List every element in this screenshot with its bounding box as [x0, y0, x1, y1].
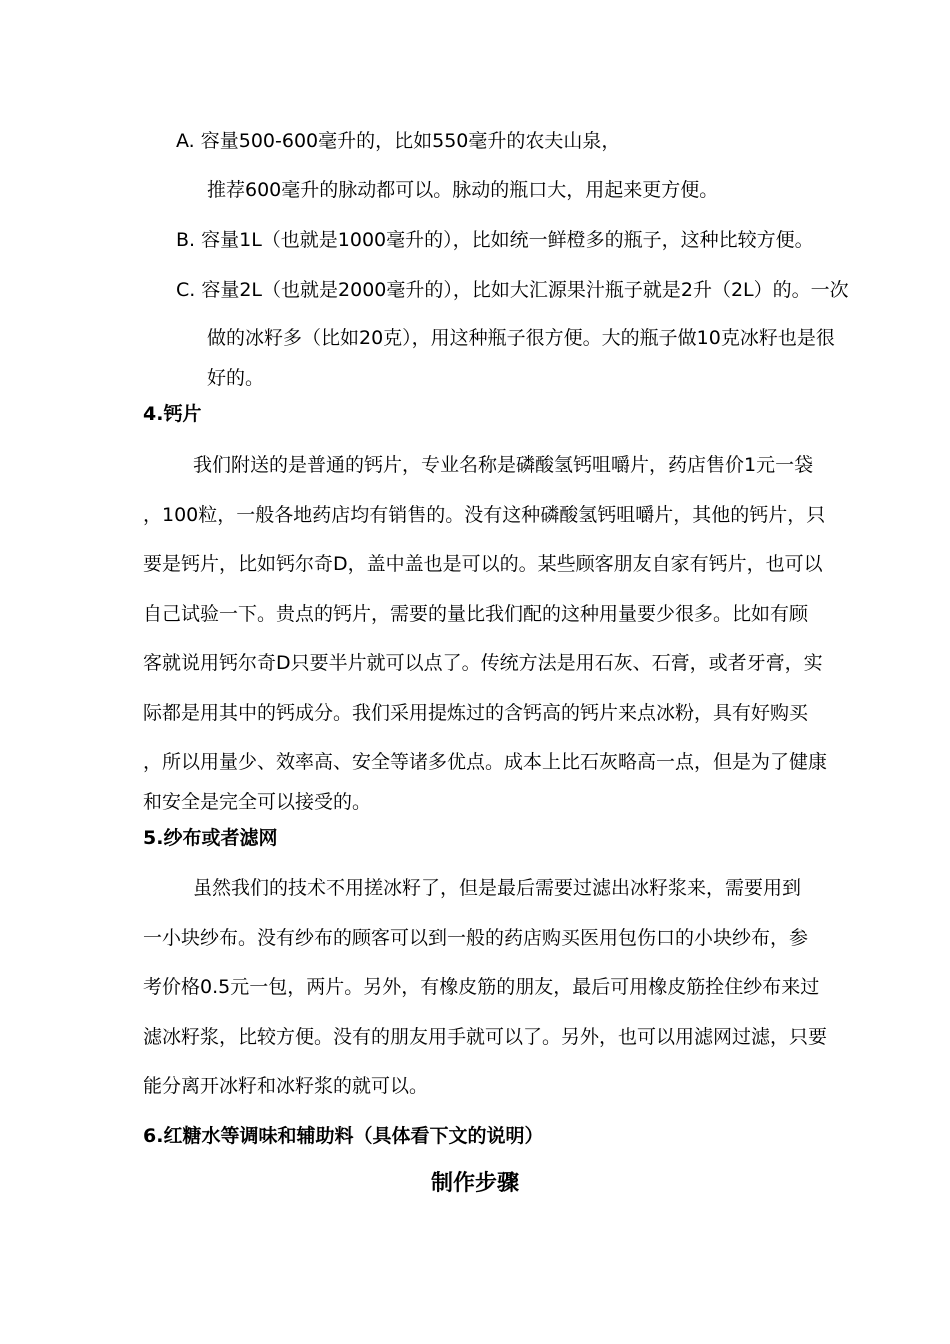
- paragraph-line: 要是钙片，比如钙尔奇D，盖中盖也是可以的。某些顾客朋友自家有钙片，也可以: [143, 553, 823, 575]
- paragraph-line: 考价格0.5元一包，两片。另外，有橡皮筋的朋友，最后可用橡皮筋拴住纱布来过: [143, 976, 820, 998]
- paragraph-line: 滤冰籽浆，比较方便。没有的朋友用手就可以了。另外，也可以用滤网过滤，只要: [143, 1026, 828, 1048]
- paragraph-line: 自己试验一下。贵点的钙片，需要的量比我们配的这种用量要少很多。比如有顾: [143, 603, 809, 625]
- paragraph-line: 能分离开冰籽和冰籽浆的就可以。: [143, 1075, 429, 1097]
- list-item-a-line-2: 推荐600毫升的脉动都可以。脉动的瓶口大，用起来更方便。: [207, 179, 719, 201]
- section-heading-seasoning: 6.红糖水等调味和辅助料（具体看下文的说明）: [143, 1125, 544, 1147]
- list-item-b-line-1: B. 容量1L（也就是1000毫升的），比如统一鲜橙多的瓶子，这种比较方便。: [176, 229, 814, 251]
- list-item-c-line-2: 做的冰籽多（比如20克），用这种瓶子很方便。大的瓶子做10克冰籽也是很: [207, 327, 835, 349]
- steps-title: 制作步骤: [430, 1171, 519, 1196]
- section-heading-gauze: 5.纱布或者滤网: [143, 827, 278, 849]
- paragraph-line: 客就说用钙尔奇D只要半片就可以点了。传统方法是用石灰、石膏，或者牙膏，实: [143, 652, 823, 674]
- paragraph-line: ，所以用量少、效率高、安全等诸多优点。成本上比石灰略高一点，但是为了健康: [143, 751, 828, 773]
- list-item-c-line-1: C. 容量2L（也就是2000毫升的），比如大汇源果汁瓶子就是2升（2L）的。一次: [176, 279, 849, 301]
- paragraph-line: ，100粒，一般各地药店均有销售的。没有这种磷酸氢钙咀嚼片，其他的钙片，只: [143, 504, 826, 526]
- paragraph-line: 际都是用其中的钙成分。我们采用提炼过的含钙高的钙片来点冰粉，具有好购买: [143, 702, 809, 724]
- section-heading-calcium-tablets: 4.钙片: [143, 403, 202, 425]
- list-item-c-line-3: 好的。: [207, 367, 265, 389]
- paragraph-line: 我们附送的是普通的钙片，专业名称是磷酸氢钙咀嚼片，药店售价1元一袋: [193, 454, 814, 476]
- paragraph-line: 和安全是完全可以接受的。: [143, 791, 372, 813]
- paragraph-line: 虽然我们的技术不用搓冰籽了，但是最后需要过滤出冰籽浆来，需要用到: [193, 877, 802, 899]
- paragraph-line: 一小块纱布。没有纱布的顾客可以到一般的药店购买医用包伤口的小块纱布，参: [143, 927, 809, 949]
- list-item-a-line-1: A. 容量500-600毫升的，比如550毫升的农夫山泉，: [176, 130, 621, 152]
